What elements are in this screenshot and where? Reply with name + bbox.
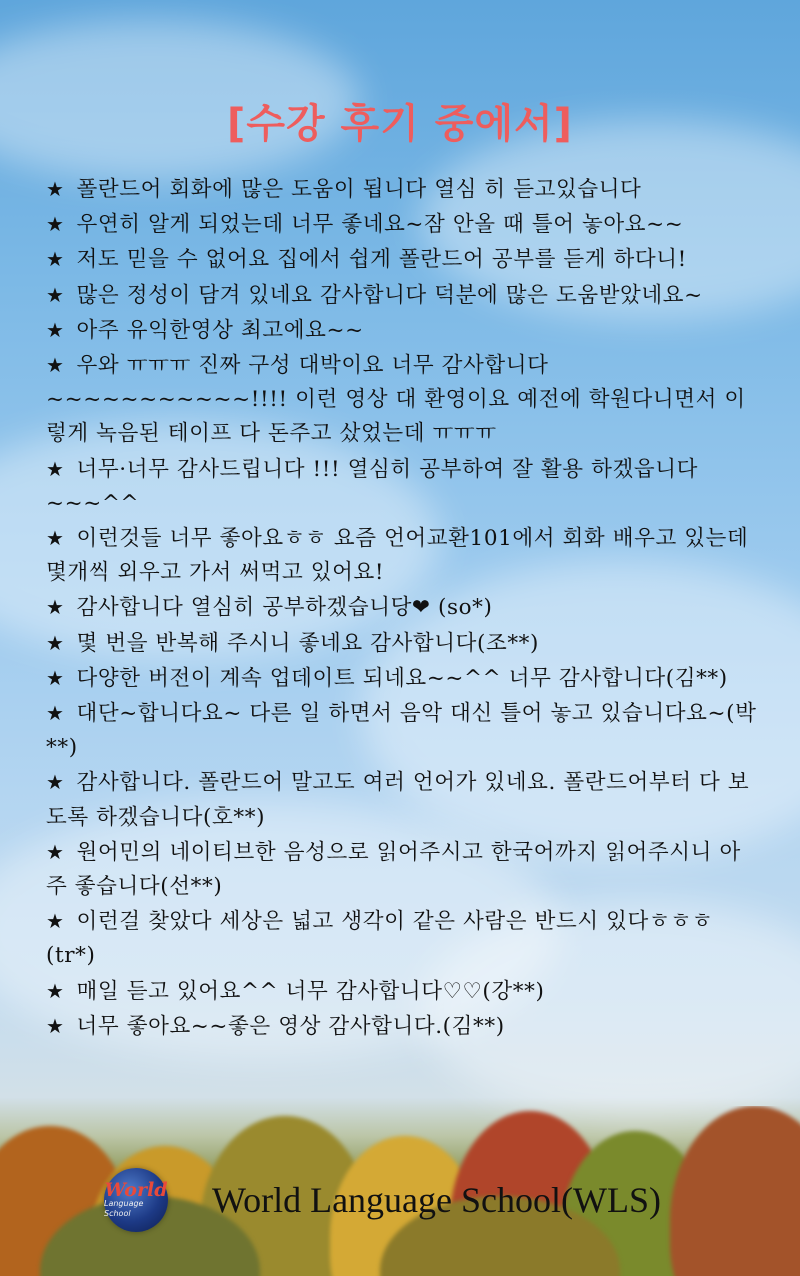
review-item — [46, 835, 758, 904]
review-text: 너무·너무 감사드립니다 !!! 열심히 공부하여 잘 활용 하겠읍니다~~~^^ — [46, 456, 698, 516]
review-item — [46, 1009, 758, 1044]
review-text: 감사합니다 열심히 공부하겠습니당❤ (so*) — [76, 595, 493, 621]
review-text: 매일 듣고 있어요^^ 너무 감사합니다♡♡(강**) — [76, 978, 545, 1004]
review-text: 이런것들 너무 좋아요ㅎㅎ 요즘 언어교환101에서 회화 배우고 있는데 몇개씩 외우고 가서 써먹고 있어요! — [46, 526, 749, 586]
review-item — [46, 696, 758, 765]
star-icon: ★ — [46, 630, 65, 655]
review-item — [46, 765, 758, 834]
star-icon: ★ — [46, 353, 65, 378]
review-item — [46, 313, 758, 348]
review-item — [46, 242, 758, 277]
review-item — [46, 974, 758, 1009]
review-text: 저도 믿을 수 없어요 집에서 쉽게 폴란드어 공부를 듣게 하다니! — [76, 247, 687, 273]
review-text: 감사합니다. 폴란드어 말고도 여러 언어가 있네요. 폴란드어부터 다 보도록 하겠습니다(호**) — [46, 770, 750, 830]
review-text: 너무 좋아요~~좋은 영상 감사합니다.(김**) — [76, 1013, 505, 1039]
review-item — [46, 452, 758, 521]
review-text: 몇 번을 반복해 주시니 좋네요 감사합니다(조**) — [76, 630, 540, 656]
review-item — [46, 172, 758, 207]
star-icon: ★ — [46, 317, 65, 342]
star-icon: ★ — [46, 212, 65, 237]
review-text: 원어민의 네이티브한 음성으로 읽어주시고 한국어까지 읽어주시니 아주 좋습니다(선**) — [46, 839, 741, 900]
logo-text-top: World — [104, 1179, 168, 1201]
star-icon: ★ — [46, 247, 65, 272]
review-text: 우연히 알게 되었는데 너무 좋네요~잠 안올 때 틀어 놓아요~~ — [76, 212, 684, 238]
star-icon: ★ — [46, 595, 65, 620]
tree — [670, 1106, 800, 1276]
star-icon: ★ — [46, 1013, 65, 1038]
review-list — [46, 172, 758, 1044]
review-item — [46, 348, 758, 452]
review-item — [46, 626, 758, 661]
review-item — [46, 590, 758, 625]
star-icon: ★ — [46, 701, 65, 726]
review-text: 다양한 버전이 계속 업데이트 되네요~~^^ 너무 감사합니다(김**) — [76, 665, 728, 691]
star-icon: ★ — [46, 526, 65, 551]
star-icon: ★ — [46, 770, 65, 795]
star-icon: ★ — [46, 978, 65, 1003]
review-text: 우와 ㅠㅠㅠ 진짜 구성 대박이요 너무 감사합니다 ~~~~~~~~~~~!!!! 이런 영상 대 환영이요 예전에 학원다니면서 이렇게 녹음된 테이프 다 돈주고 샀었는데 ㅠㅠㅠ — [46, 353, 746, 447]
star-icon: ★ — [46, 177, 65, 201]
star-icon: ★ — [46, 456, 65, 481]
school-name: World Language School(WLS) — [212, 1180, 661, 1220]
review-item — [46, 207, 758, 242]
star-icon: ★ — [46, 282, 65, 307]
review-text: 이런걸 찾았다 세상은 넓고 생각이 같은 사람은 반드시 있다ㅎㅎㅎ(tr*) — [46, 909, 713, 969]
review-text: 대단~합니다요~ 다른 일 하면서 음악 대신 틀어 놓고 있습니다요~(박**) — [46, 701, 757, 761]
review-text: 폴란드어 회화에 많은 도움이 됩니다 열심 히 듣고있습니다 — [76, 177, 642, 202]
review-text: 아주 유익한영상 최고에요~~ — [76, 317, 364, 343]
review-item — [46, 521, 758, 590]
logo-text-bottom: Language School — [104, 1199, 144, 1218]
school-logo — [104, 1168, 168, 1232]
star-icon: ★ — [46, 839, 65, 864]
star-icon: ★ — [46, 909, 65, 934]
star-icon: ★ — [46, 665, 65, 690]
review-item — [46, 278, 758, 313]
review-item — [46, 904, 758, 973]
review-text: 많은 정성이 담겨 있네요 감사합니다 덕분에 많은 도움받았네요~ — [76, 282, 703, 308]
page-title: [수강 후기 중에서] — [227, 101, 573, 147]
footer — [104, 1168, 661, 1232]
review-item — [46, 661, 758, 696]
